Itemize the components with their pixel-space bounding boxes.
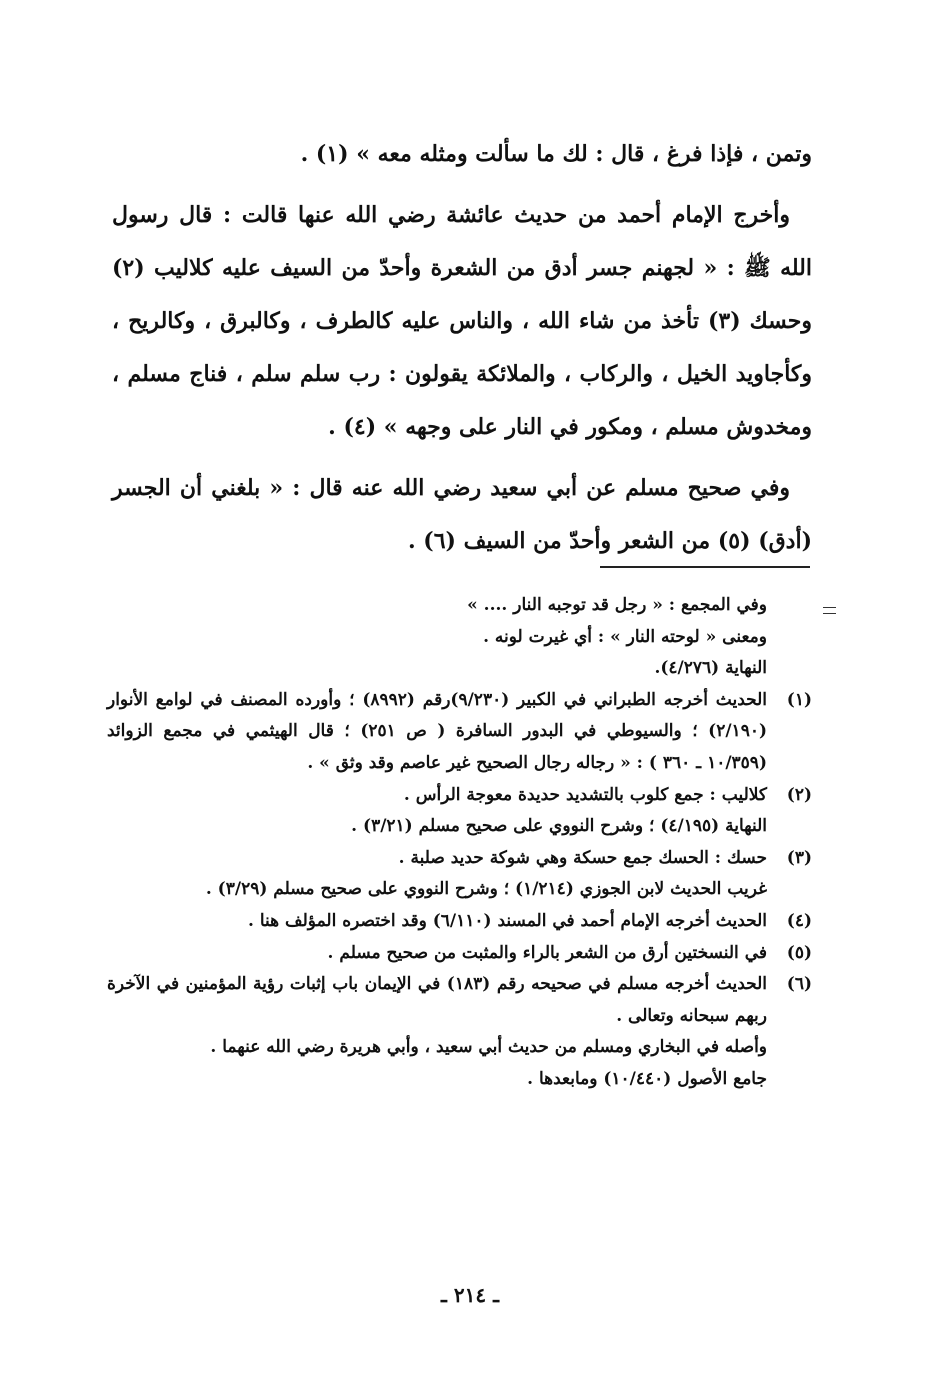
footnote-number: (٥)	[786, 942, 812, 963]
paragraph-2: وأخرج الإمام أحمد من حديث عائشة رضي الله عنها قالت : قال رسول الله ﷺ : « لجهنم جسر أدق من الشعرة وأحدّ من السيف عليه كلاليب (٢) وحسك (٣) تأخذ من شاء الله ، والناس عليه كالطرف ، وكالبرق ، وكالريح ، وكأجاويد الخيل ، والركاب ، والملائكة يقولون : رب سلم سلم ، فناج مسلم ، ومخدوش مسلم ، ومكور في النار على وجهه » (٤) .	[112, 202, 812, 440]
footnote-text: حسك : الحسك جمع حسكة وهي شوكة حديد صلبة .	[398, 847, 767, 868]
main-text	[112, 128, 812, 568]
footnote-text: كلاليب : جمع كلوب بالتشديد حديدة معوجة الرأس .	[403, 784, 767, 805]
paragraph-1: وتمن ، فإذا فرغ ، قال : لك ما سألت ومثله معه » (١) .	[300, 141, 812, 167]
footnote-text: الحديث أخرجه الإمام أحمد في المسند (٦/١١٠) وقد اختصره المؤلف هنا .	[248, 910, 767, 931]
footnote-number: (٢)	[786, 784, 812, 805]
footnote-text: في النسختين أرق من الشعر بالراء والمثبت من صحيح مسلم .	[327, 942, 767, 963]
paragraph-3: وفي صحيح مسلم عن أبي سعيد رضي الله عنه قال : « بلغني أن الجسر (أدق) (٥) من الشعر وأحدّ من السيف (٦) .	[112, 475, 812, 554]
footnote-number: (٣)	[786, 847, 812, 868]
footnote-text: الحديث أخرجه الطبراني في الكبير (٩/٢٣٠)رقم (٨٩٩٢) ؛ وأورده المصنف في لوامع الأنوار (٢/١٩٠) ؛ والسيوطي في البدور السافرة ( ص ٢٥١) ؛ قال الهيثمي في مجمع الزوائد (١٠/٣٥٩ ـ ٣٦٠ ) : « رجاله رجال الصحيح غير عاصم وقد وثق » .	[107, 689, 767, 773]
page-number: ـ ٢١٤ ـ	[441, 1283, 499, 1307]
footnote-4	[107, 906, 812, 938]
footnote-source: وأصله في البخاري ومسلم من حديث أبي سعيد ، وأبي هريرة رضي الله عنهما .	[210, 1037, 767, 1058]
footnote-number: (٦)	[786, 974, 812, 995]
footnote-number: (٤)	[786, 910, 812, 931]
footnote-source: النهاية (٤/١٩٥) ؛ وشرح النووي على صحيح مسلم (٣/٢١) .	[351, 816, 767, 837]
margin-mark	[823, 607, 836, 614]
footnote-3	[107, 843, 812, 875]
footnotes	[107, 590, 812, 1096]
footnote-2	[107, 780, 812, 812]
footnote-separator	[600, 566, 810, 568]
footnote-continuation	[107, 590, 812, 685]
footnote-6	[107, 969, 812, 1032]
continuation-line: النهاية (٤/٢٧٦).	[654, 658, 767, 679]
footnote-source: جامع الأصول (١٠/٤٤٠) ومابعدها .	[527, 1068, 767, 1089]
footnote-source: غريب الحديث لابن الجوزي (١/٢١٤) ؛ وشرح النووي على صحيح مسلم (٣/٢٩) .	[205, 879, 767, 900]
continuation-line: ومعنى « لوحته النار » : أي غيرت لونه .	[483, 626, 767, 647]
footnote-number: (١)	[786, 689, 812, 710]
footnote-text: الحديث أخرجه مسلم في صحيحه رقم (١٨٣) في الإيمان باب إثبات رؤية المؤمنين في الآخرة ربهم سبحانه وتعالى .	[107, 974, 767, 1026]
footnote-1	[107, 685, 812, 780]
continuation-line: وفي المجمع : « رجل قد توجبه النار .... »	[467, 595, 767, 615]
footnote-5	[107, 938, 812, 970]
